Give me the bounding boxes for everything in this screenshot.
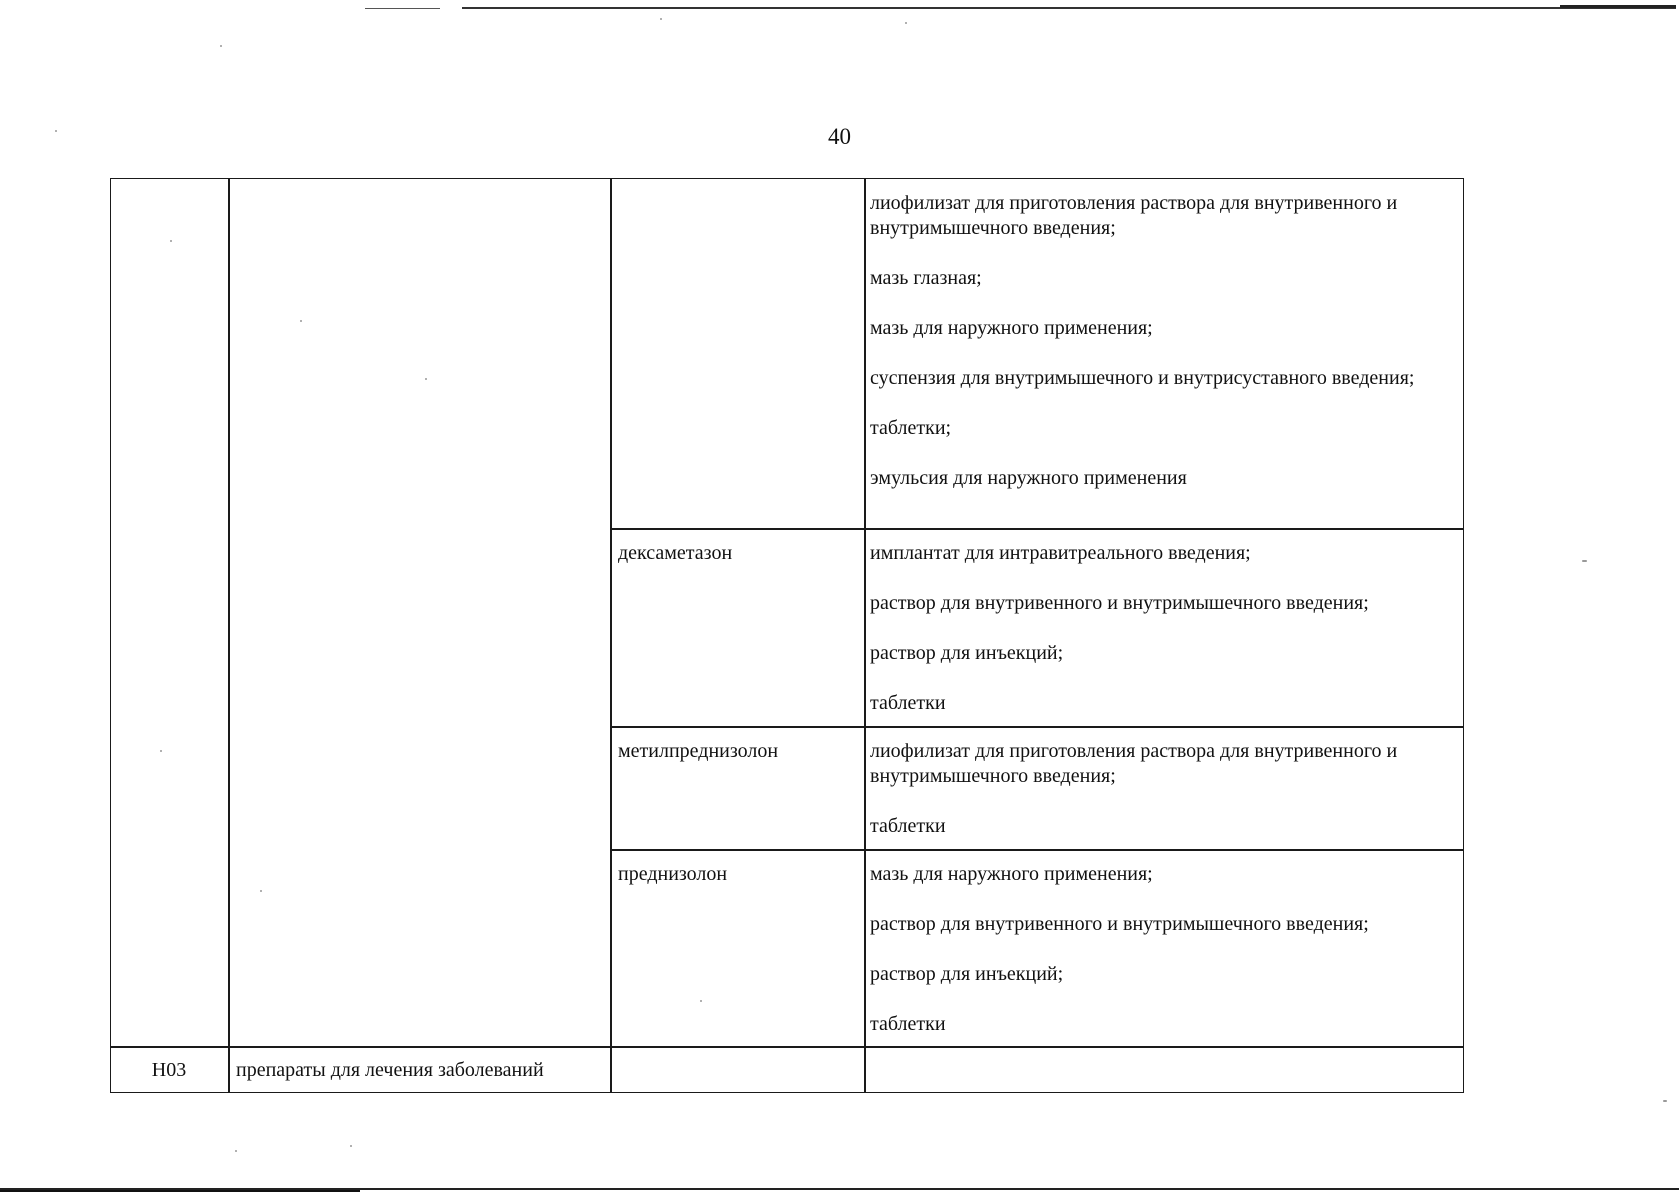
dosage-form: раствор для внутривенного и внутримышечного введения; (870, 913, 1369, 935)
scan-speck (235, 1150, 237, 1152)
scan-top-rule (365, 8, 440, 9)
dosage-form: мазь для наружного применения; (870, 863, 1153, 885)
row-divider (610, 849, 1464, 851)
dosage-forms-cell (870, 862, 1460, 1037)
dosage-form: суспензия для внутримышечного и внутрисуставного введения; (870, 367, 1415, 389)
dosage-form: таблетки (870, 815, 946, 837)
column-divider (228, 178, 230, 1093)
drug-name: преднизолон (618, 863, 728, 885)
dosage-form: лиофилизат для приготовления раствора для внутривенного и внутримышечного введения; (870, 192, 1398, 239)
atc-code: H03 (151, 1059, 187, 1081)
dosage-forms-cell (870, 541, 1460, 716)
scan-speck (660, 18, 662, 20)
scan-speck (220, 45, 222, 47)
scan-speck (905, 22, 907, 24)
dosage-form: лиофилизат для приготовления раствора для внутривенного и внутримышечного введения; (870, 740, 1398, 787)
drug-name: метилпреднизолон (618, 740, 779, 762)
scan-speck (1582, 560, 1587, 562)
dosage-form: эмульсия для наружного применения (870, 467, 1187, 489)
scan-speck (1663, 1100, 1667, 1102)
scan-top-rule (462, 7, 1676, 9)
row-divider (110, 1046, 1464, 1048)
page-number: 40 (828, 124, 851, 149)
dosage-form: таблетки (870, 692, 946, 714)
dosage-form: таблетки; (870, 417, 952, 439)
dosage-form: имплантат для интравитреального введения; (870, 542, 1251, 564)
dosage-form: таблетки (870, 1013, 946, 1035)
dosage-form: раствор для внутривенного и внутримышечного введения; (870, 592, 1369, 614)
dosage-form: мазь глазная; (870, 267, 982, 289)
scan-speck (350, 1145, 352, 1147)
scan-bottom-rule (0, 1190, 360, 1192)
column-divider (610, 178, 612, 1093)
dosage-forms-cell (870, 191, 1460, 491)
column-divider (864, 178, 866, 1093)
dosage-form: мазь для наружного применения; (870, 317, 1153, 339)
drug-name: дексаметазон (618, 542, 733, 564)
dosage-forms-cell (870, 739, 1460, 839)
dosage-form: раствор для инъекций; (870, 963, 1064, 985)
dosage-form: раствор для инъекций; (870, 642, 1064, 664)
atc-group-name: препараты для лечения заболеваний (236, 1059, 544, 1081)
row-divider (610, 528, 1464, 530)
row-divider (610, 726, 1464, 728)
scan-top-rule (1560, 5, 1676, 8)
